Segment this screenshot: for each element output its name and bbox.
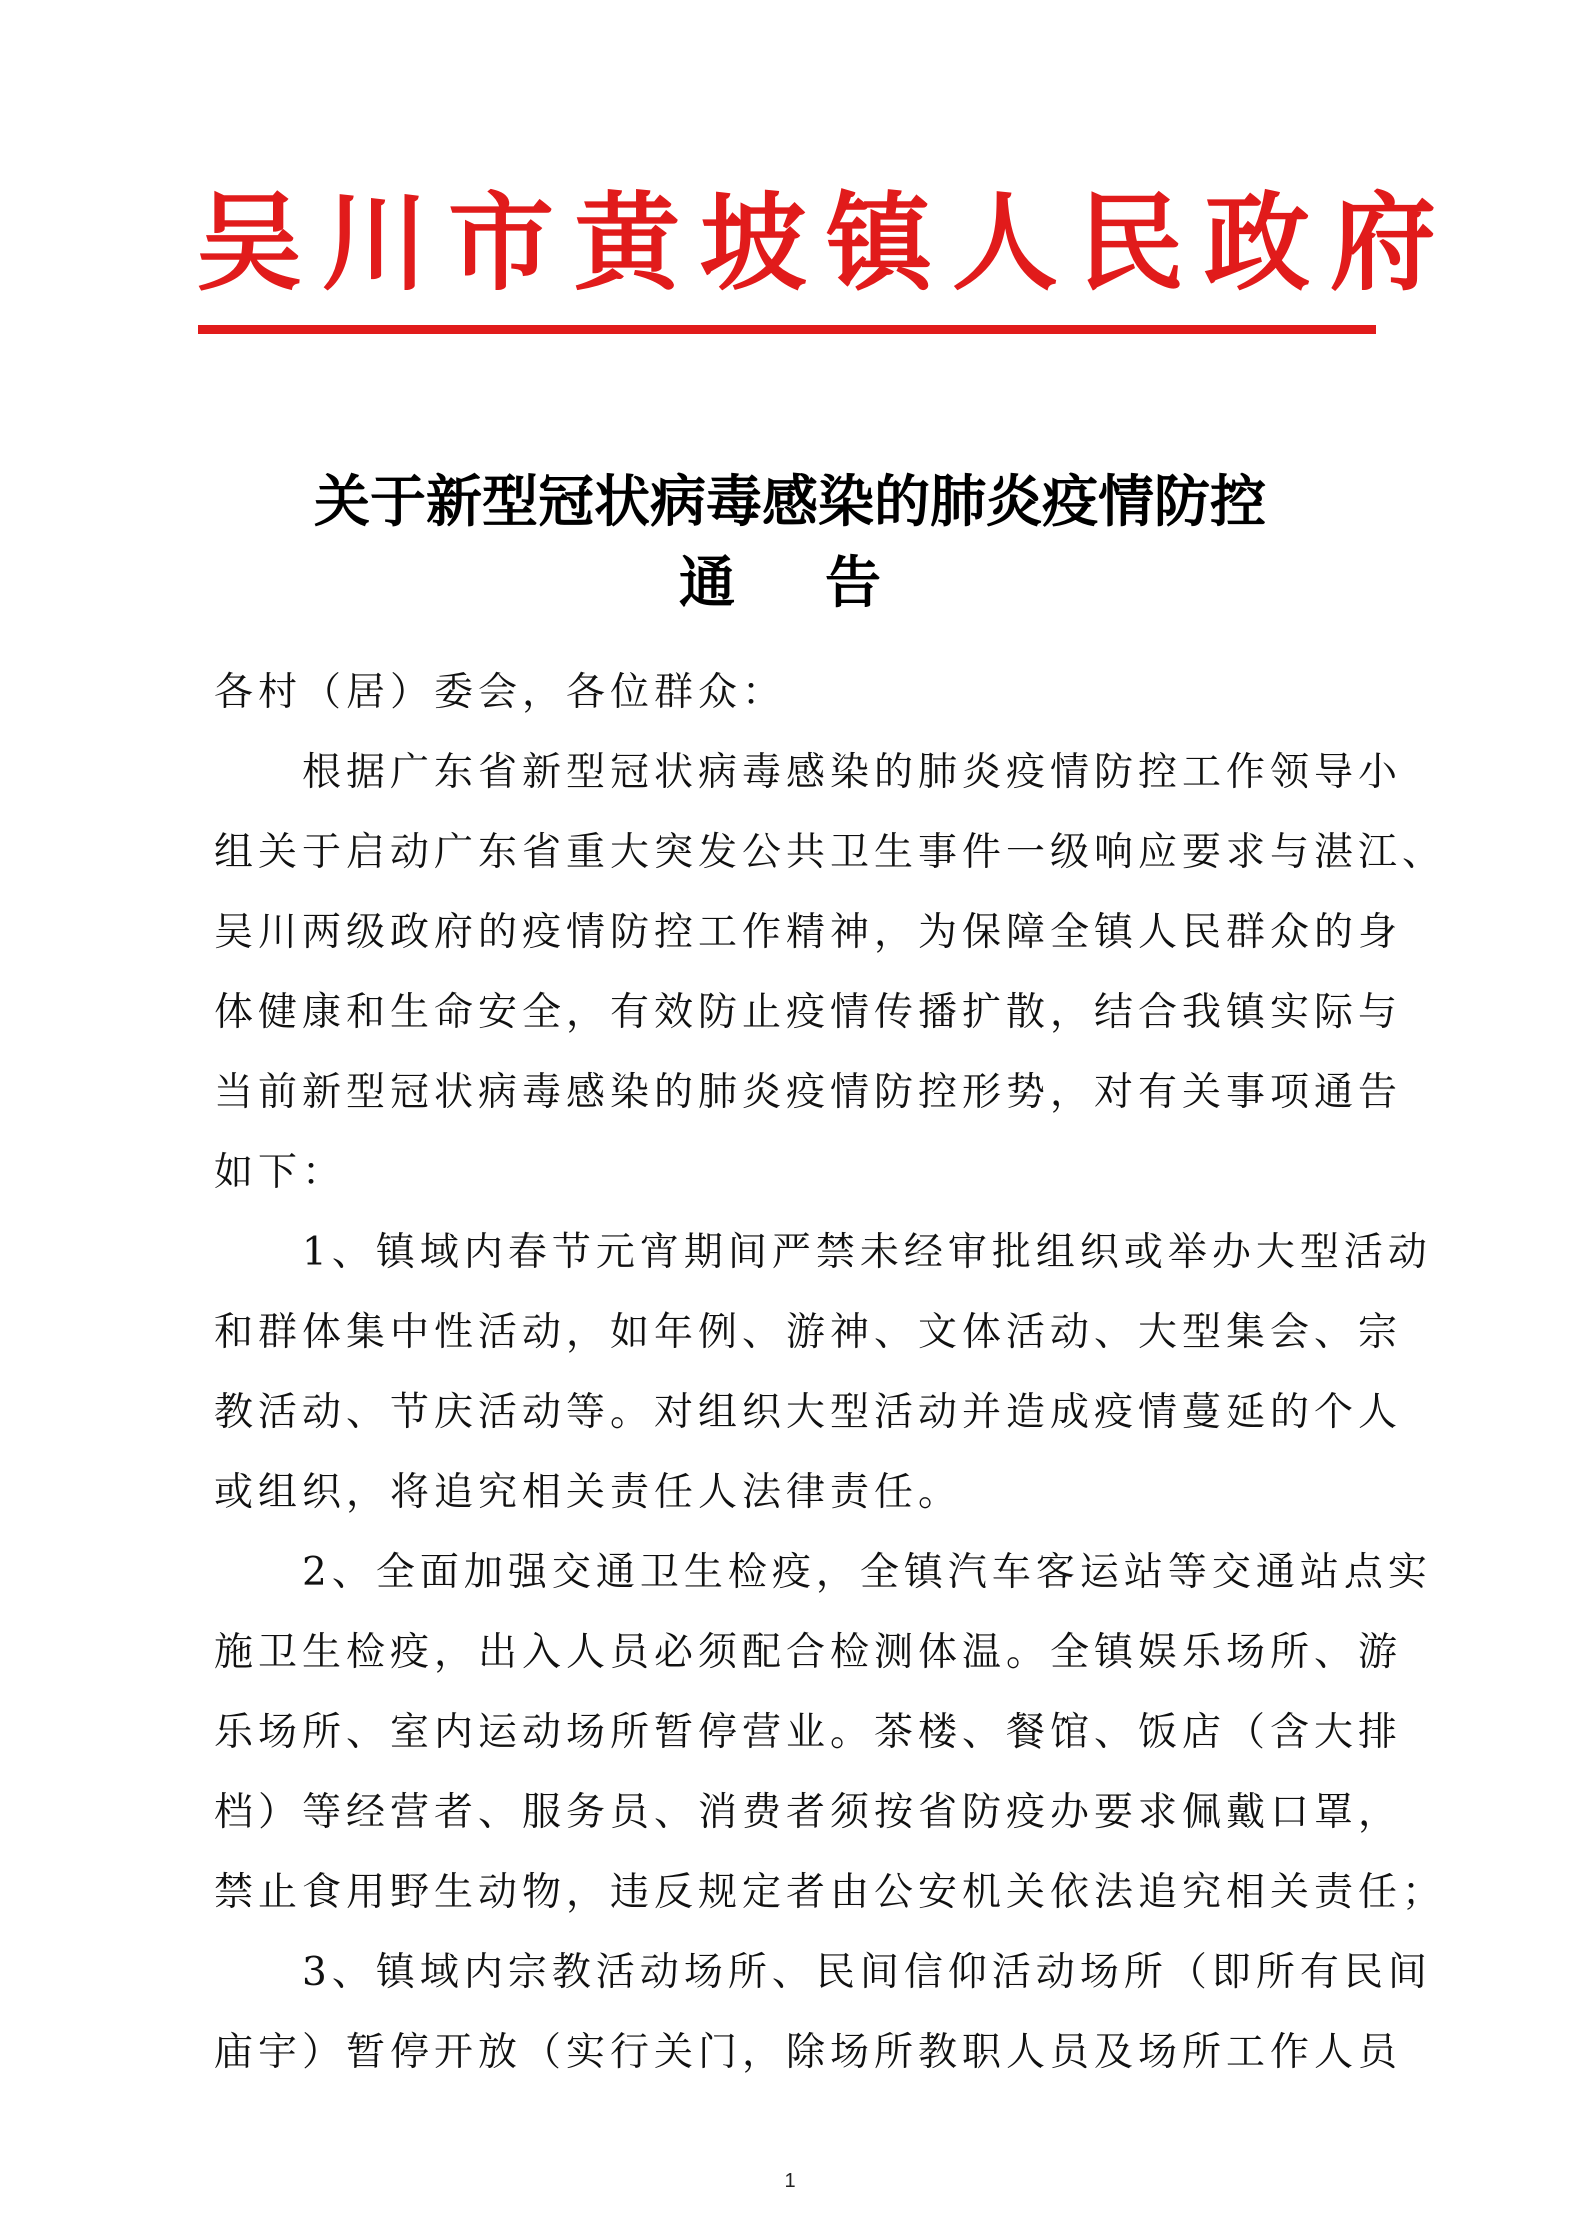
letterhead-org-name: 吴川市黄坡镇人民政府 <box>196 180 1456 305</box>
body-line: 根据广东省新型冠状病毒感染的肺炎疫情防控工作领导小 <box>214 750 1403 795</box>
body-line: 乐场所、室内运动场所暂停营业。茶楼、餐馆、饭店（含大排 <box>214 1710 1403 1755</box>
body-line: 庙宇）暂停开放（实行关门，除场所教职人员及场所工作人员 <box>214 2030 1403 2075</box>
body-line: 体健康和生命安全，有效防止疫情传播扩散，结合我镇实际与 <box>214 990 1403 1035</box>
document-title-line2: 通告 <box>679 550 971 616</box>
body-line: 1、镇域内春节元宵期间严禁未经审批组织或举办大型活动 <box>214 1230 1432 1275</box>
body-line: 如下： <box>214 1150 347 1195</box>
document-title-line1: 关于新型冠状病毒感染的肺炎疫情防控 <box>314 469 1266 535</box>
body-line: 教活动、节庆活动等。对组织大型活动并造成疫情蔓延的个人 <box>214 1390 1403 1435</box>
body-line: 吴川两级政府的疫情防控工作精神，为保障全镇人民群众的身 <box>214 910 1403 955</box>
salutation-line: 各村（居）委会，各位群众： <box>214 670 787 715</box>
body-line: 2、全面加强交通卫生检疫，全镇汽车客运站等交通站点实 <box>214 1550 1432 1595</box>
body-line: 档）等经营者、服务员、消费者须按省防疫办要求佩戴口罩， <box>214 1790 1403 1835</box>
body-line: 禁止食用野生动物，违反规定者由公安机关依法追究相关责任； <box>214 1870 1447 1915</box>
body-line: 当前新型冠状病毒感染的肺炎疫情防控形势，对有关事项通告 <box>214 1070 1403 1115</box>
body-line: 3、镇域内宗教活动场所、民间信仰活动场所（即所有民间 <box>214 1950 1432 1995</box>
body-line: 和群体集中性活动，如年例、游神、文体活动、大型集会、宗 <box>214 1310 1403 1355</box>
body-line: 或组织，将追究相关责任人法律责任。 <box>214 1470 963 1515</box>
letterhead-red-rule <box>198 325 1376 334</box>
body-line: 施卫生检疫，出入人员必须配合检测体温。全镇娱乐场所、游 <box>214 1630 1403 1675</box>
body-line: 组关于启动广东省重大突发公共卫生事件一级响应要求与湛江、 <box>214 830 1447 875</box>
page-number: 1 <box>784 2170 796 2192</box>
